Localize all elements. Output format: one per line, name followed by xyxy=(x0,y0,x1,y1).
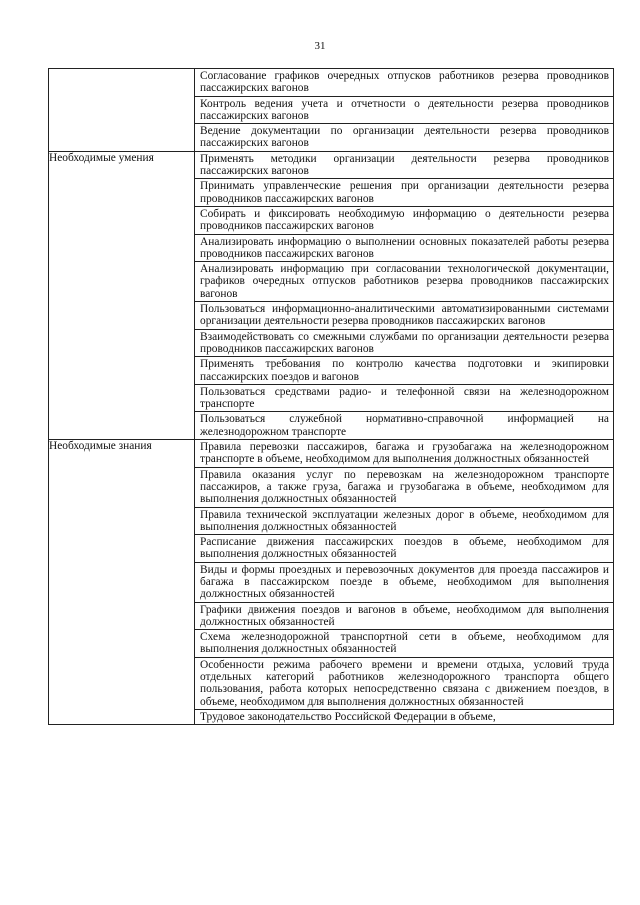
requirement-item: Схема железнодорожной транспортной сети в объеме, необходимом для выполнения должностных обязанностей xyxy=(195,630,613,658)
requirement-item: Пользоваться средствами радио- и телефонной связи на железнодорожном транспорте xyxy=(195,385,613,413)
section-row xyxy=(49,151,614,439)
requirement-item: Пользоваться информационно-аналитическими автоматизированными системами организации деятельности резерва проводников пассажирских вагонов xyxy=(195,302,613,330)
requirement-item: Правила технической эксплуатации железных дорог в объеме, необходимом для выполнения должностных обязанностей xyxy=(195,508,613,536)
requirement-item: Расписание движения пассажирских поездов в объеме, необходимом для выполнения должностных обязанностей xyxy=(195,535,613,563)
requirement-item: Анализировать информацию при согласовании технологической документации, графиков очередных отпусков работников резерва проводников пассажирских вагонов xyxy=(195,262,613,302)
requirement-item: Пользоваться служебной нормативно-справочной информацией на железнодорожном транспорте xyxy=(200,413,609,438)
requirements-table xyxy=(48,68,614,725)
requirement-item: Анализировать информацию о выполнении основных показателей работы резерва проводников пассажирских вагонов xyxy=(195,235,613,263)
requirement-item: Взаимодействовать со смежными службами по организации деятельности резерва проводников пассажирских вагонов xyxy=(195,330,613,358)
requirement-item: Принимать управленческие решения при организации деятельности резерва проводников пассажирских вагонов xyxy=(195,179,613,207)
section-items xyxy=(195,69,614,152)
section-label xyxy=(49,69,195,152)
section-row xyxy=(49,440,614,725)
requirement-item: Виды и формы проездных и перевозочных документов для проезда пассажиров и багажа в пассажирском поезде в объеме, необходимом для выполнения должностных обязанностей xyxy=(195,563,613,603)
section-label: Необходимые умения xyxy=(49,151,195,439)
requirement-item: Особенности режима рабочего времени и времени отдыха, условий труда отдельных категорий работников железнодорожного транспорта общего пользования, работа которых непосредственно связана с движением поездов, в объеме, необходимом для выполнения должностных обязанностей xyxy=(195,658,613,710)
requirement-item: Трудовое законодательство Российской Федерации в объеме, xyxy=(200,710,496,723)
page-number: 31 xyxy=(314,40,326,52)
section-items xyxy=(195,440,614,725)
requirement-item: Применять требования по контролю качества подготовки и экипировки пассажирских поездов и вагонов xyxy=(195,357,613,385)
requirement-item: Контроль ведения учета и отчетности о деятельности резерва проводников пассажирских вагонов xyxy=(195,97,613,125)
requirement-item: Графики движения поездов и вагонов в объеме, необходимом для выполнения должностных обязанностей xyxy=(195,603,613,631)
requirement-item: Правила оказания услуг по перевозкам на железнодорожном транспорте пассажиров, а также груза, багажа и грузобагажа в объеме, необходимом для выполнения должностных обязанностей xyxy=(195,468,613,508)
requirements-table-body xyxy=(49,69,614,725)
section-items xyxy=(195,151,614,439)
requirement-item: Применять методики организации деятельности резерва проводников пассажирских вагонов xyxy=(195,152,613,180)
requirement-item: Собирать и фиксировать необходимую информацию о деятельности резерва проводников пассажирских вагонов xyxy=(195,207,613,235)
requirement-item: Согласование графиков очередных отпусков работников резерва проводников пассажирских вагонов xyxy=(195,69,613,97)
section-row xyxy=(49,69,614,152)
section-label: Необходимые знания xyxy=(49,440,195,725)
requirement-item: Правила перевозки пассажиров, багажа и грузобагажа на железнодорожном транспорте в объеме, необходимом для выполнения должностных обязанностей xyxy=(195,440,613,468)
requirement-item: Ведение документации по организации деятельности резерва проводников пассажирских вагонов xyxy=(200,125,609,150)
